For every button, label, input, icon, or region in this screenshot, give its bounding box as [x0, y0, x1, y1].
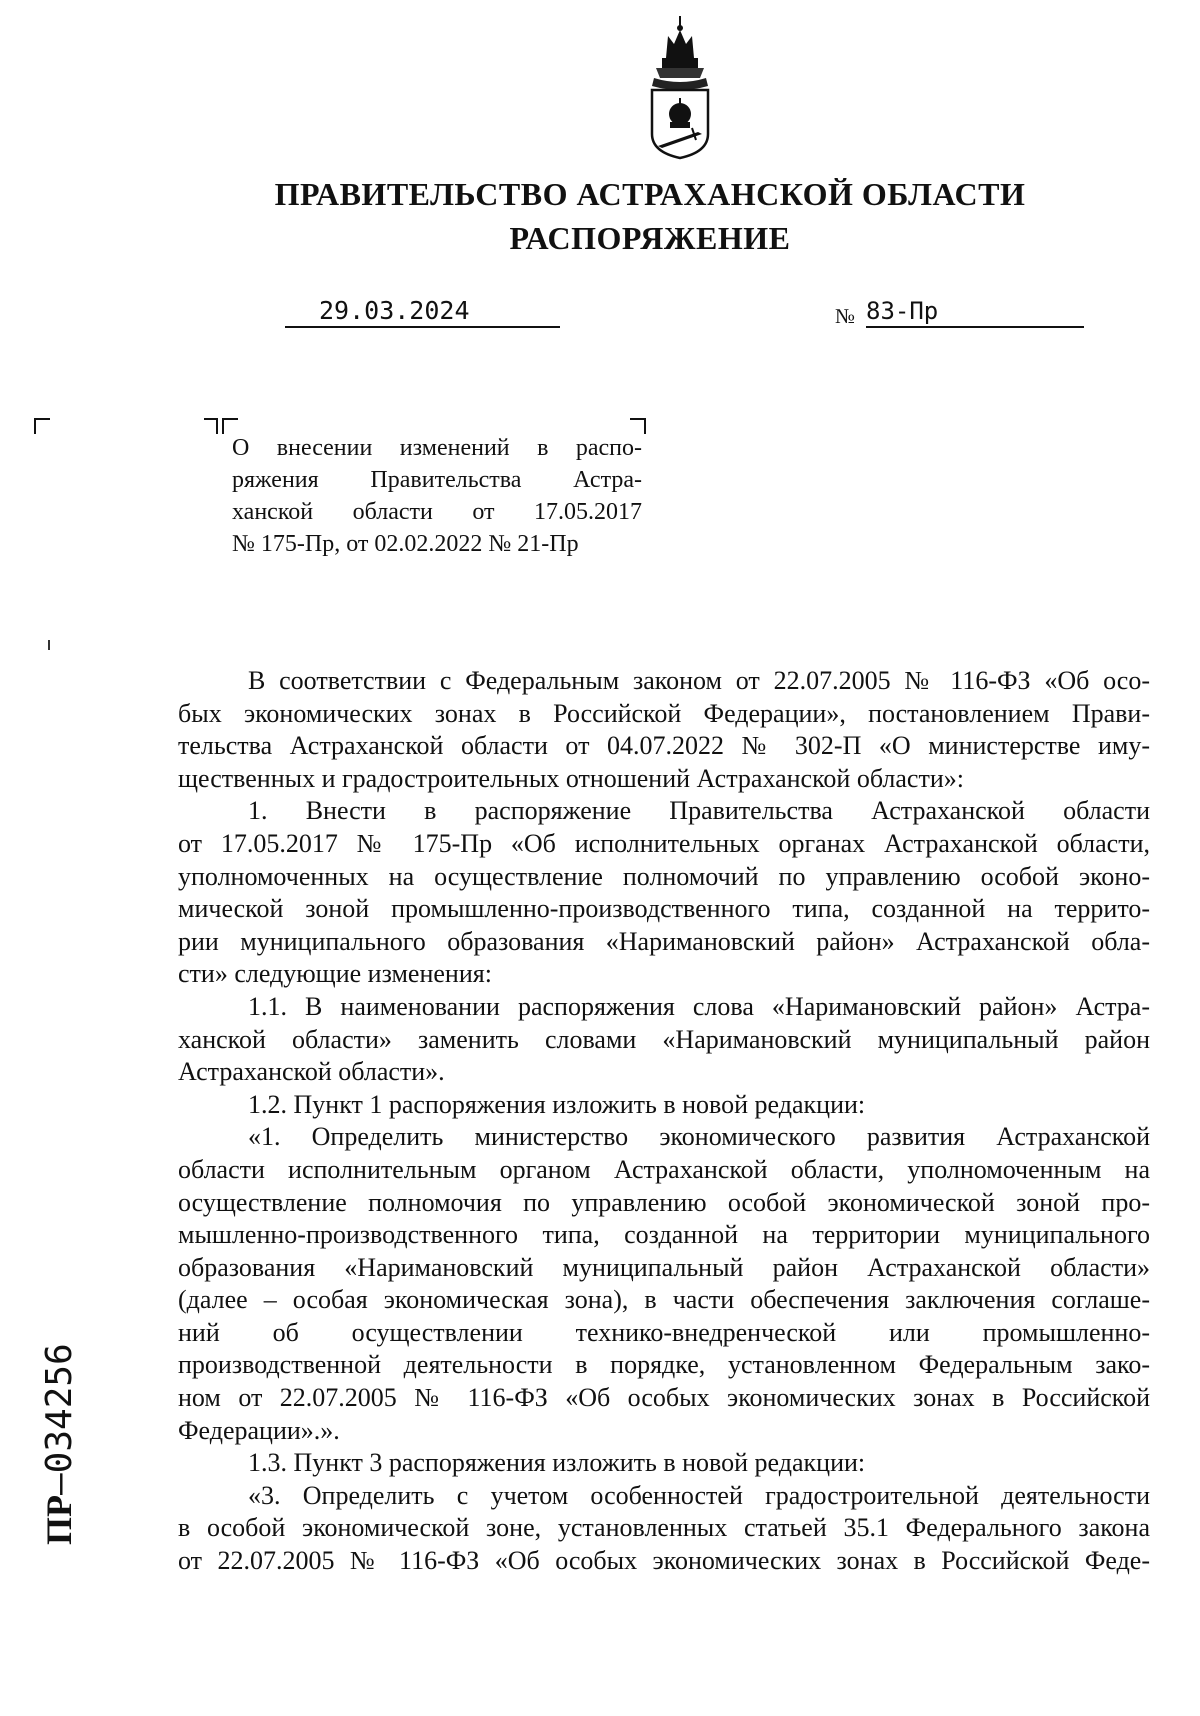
body-line: мической зоной промышленно-производственного типа, созданной на террито-: [178, 894, 1150, 924]
body-line: ний об осуществлении технико-внедренческой или промышленно-: [178, 1317, 1150, 1347]
document-date: 29.03.2024: [285, 296, 560, 328]
margin-corner-mark: [34, 418, 50, 434]
subject-line: № 175-Пр, от 02.02.2022 № 21-Пр: [232, 531, 579, 557]
body-line: рии муниципального образования «Наримановский район» Астраханской обла-: [178, 926, 1150, 956]
body-line: в особой экономической зоне, установленных статьей 35.1 Федерального закона: [178, 1513, 1150, 1543]
body-line: от 22.07.2005 № 116-ФЗ «Об особых экономических зонах в Российской Феде-: [178, 1546, 1150, 1576]
coat-of-arms-emblem: [640, 14, 720, 160]
body-line: 1.2. Пункт 1 распоряжения изложить в новой редакции:: [248, 1089, 866, 1119]
body-line: (далее – особая экономическая зона), в части обеспечения заключения соглаше-: [178, 1285, 1150, 1315]
side-registration-stamp: [38, 1343, 80, 1545]
scan-speck: [48, 640, 50, 650]
body-line: уполномоченных на осуществление полномочий по управлению особой эконо-: [178, 861, 1150, 891]
body-line: осуществление полномочия по управлению особой экономической зоной про-: [178, 1187, 1150, 1217]
body-line: В соответствии с Федеральным законом от 22.07.2005 № 116-ФЗ «Об осо-: [248, 666, 1150, 695]
number-label: №: [835, 304, 856, 328]
document-subject: [232, 432, 642, 560]
body-line: образования «Наримановский муниципальный район Астраханской области»: [178, 1252, 1150, 1282]
side-stamp-code: 034256: [39, 1343, 80, 1474]
body-line: области исполнительным органом Астраханской области, уполномоченным на: [178, 1154, 1150, 1184]
body-line: Астраханской области».: [178, 1057, 445, 1087]
subject-corner-mark: [204, 418, 218, 434]
subject-line: О внесении изменений в распо-: [232, 435, 642, 461]
body-line: от 17.05.2017 № 175-Пр «Об исполнительных органах Астраханской области,: [178, 828, 1150, 858]
organization-title: ПРАВИТЕЛЬСТВО АСТРАХАНСКОЙ ОБЛАСТИ: [274, 176, 1026, 212]
body-line: 1.3. Пункт 3 распоряжения изложить в новой редакции:: [248, 1448, 866, 1478]
body-line: тельства Астраханской области от 04.07.2022 № 302-П «О министерстве иму-: [178, 731, 1150, 761]
side-stamp-prefix: ПР: [39, 1495, 79, 1545]
body-line: ном от 22.07.2005 № 116-ФЗ «Об особых экономических зонах в Российской: [178, 1383, 1150, 1413]
body-line: производственной деятельности в порядке, установленном Федеральным зако-: [178, 1350, 1150, 1380]
body-line: щественных и градостроительных отношений Астраханской области»:: [178, 763, 964, 793]
body-line: Федерации».».: [178, 1415, 340, 1445]
subject-line: ряжения Правительства Астра-: [232, 467, 642, 493]
body-line: 1. Внести в распоряжение Правительства Астраханской области: [248, 796, 1150, 826]
document-type-title: РАСПОРЯЖЕНИЕ: [509, 220, 791, 256]
body-line: «1. Определить министерство экономического развития Астраханской: [248, 1122, 1150, 1152]
side-stamp-dash: –: [39, 1473, 80, 1495]
body-line: сти» следующие изменения:: [178, 959, 492, 989]
body-line: ханской области» заменить словами «Наримановский муниципальный район: [178, 1024, 1150, 1054]
body-line: мышленно-производственного типа, созданной на территории муниципального: [178, 1220, 1150, 1250]
document-body: [178, 665, 1150, 1578]
subject-line: ханской области от 17.05.2017: [232, 499, 642, 525]
body-line: 1.1. В наименовании распоряжения слова «Наримановский район» Астра-: [248, 991, 1150, 1021]
body-line: бых экономических зонах в Российской Федерации», постановлением Прави-: [178, 698, 1150, 728]
body-line: «3. Определить с учетом особенностей градостроительной деятельности: [248, 1480, 1150, 1510]
document-number: 83-Пр: [866, 296, 1084, 328]
